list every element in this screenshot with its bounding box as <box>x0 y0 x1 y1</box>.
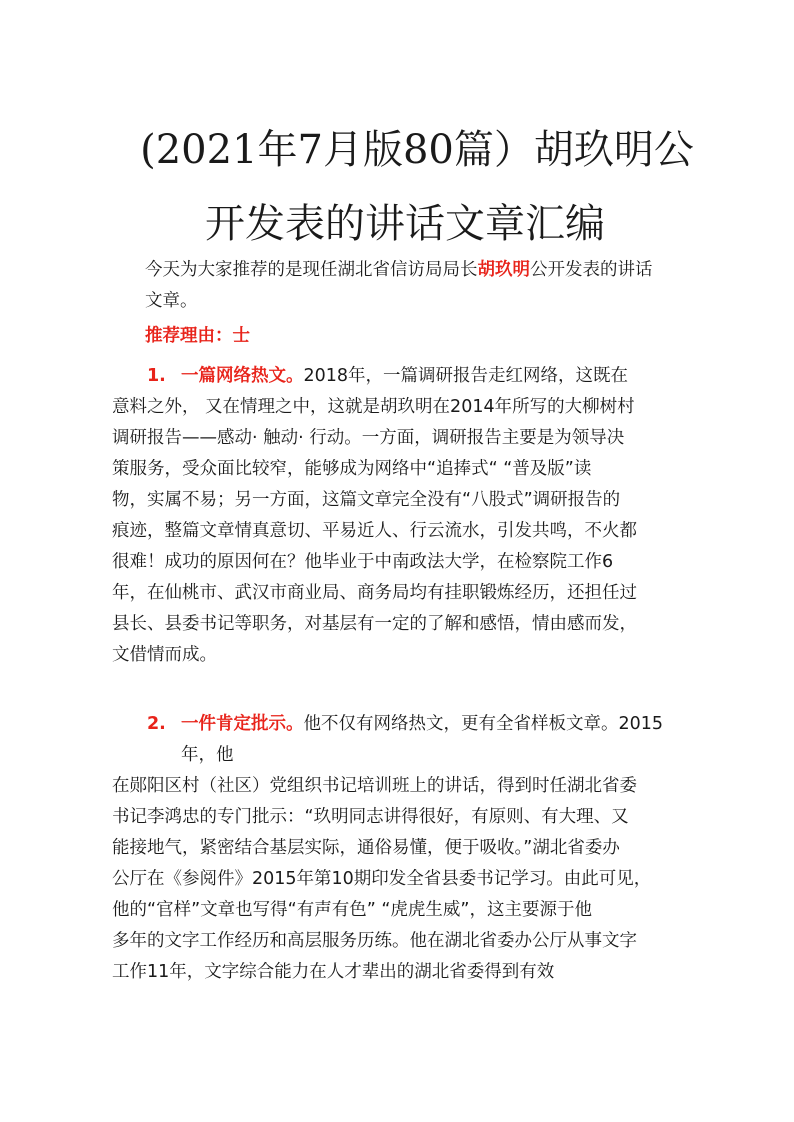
item-1-line: 2018年，一篇调研报告走红网络，这既在 <box>303 366 629 386</box>
item-1-line: 文借情而成。 <box>112 645 217 665</box>
intro-lead-text: 今天为大家推荐的是现任湖北省信访局局长 <box>145 260 478 280</box>
item-1-heading: 一篇网络热文。 <box>181 366 304 386</box>
item-1-paragraph <box>112 361 637 671</box>
intro-paragraph <box>145 255 653 317</box>
item-2-line: 书记李鸿忠的专门批示：“玖明同志讲得很好，有原则、有大理、又 <box>112 807 629 827</box>
item-2-heading: 一件肯定批示。 <box>181 714 304 734</box>
item-1-line: 很难！成功的原因何在？他毕业于中南政法大学，在检察院工作6 <box>112 552 614 572</box>
item-2-line: 在郧阳区村（社区）党组织书记培训班上的讲话，得到时任湖北省委 <box>112 776 637 796</box>
item-1-line: 年，在仙桃市、武汉市商业局、商务局均有挂职锻炼经历，还担任过 <box>112 583 637 603</box>
document-title-line-2: 开发表的讲话文章汇编 <box>205 201 605 247</box>
item-2-line: 公厅在《参阅件》2015年第10期印发全省县委书记学习。由此可见， <box>112 869 652 889</box>
item-1-line: 策服务，受众面比较窄，能够成为网络中“追捧式“ “普及版”读 <box>112 459 592 479</box>
item-1-line: 调研报告——感动· 触动· 行动。一方面，调研报告主要是为领导决 <box>112 428 625 448</box>
intro-tail-text: 公开发表的讲话 <box>530 260 653 280</box>
reason-heading: 推荐理由：士 <box>145 326 250 346</box>
item-2-line: 他的“官样”文章也写得“有声有色” “虎虎生威”，这主要源于他 <box>112 900 592 920</box>
item-2-line: 工作11年，文字综合能力在人才辈出的湖北省委得到有效 <box>112 962 555 982</box>
item-2-paragraph <box>112 709 663 988</box>
item-1-number: 1. <box>147 366 166 386</box>
item-1-line: 痕迹，整篇文章情真意切、平易近人、行云流水，引发共鸣，不火都 <box>112 521 637 541</box>
item-2-line: 多年的文字工作经历和高层服务历练。他在湖北省委办公厅从事文字 <box>112 931 637 951</box>
item-1-line: 物，实属不易；另一方面，这篇文章完全没有“八股式”调研报告的 <box>112 490 621 510</box>
item-1-line: 意料之外， 又在情理之中，这就是胡玖明在2014年所写的大柳树村 <box>112 397 635 417</box>
item-2-line: 年，他 <box>181 745 234 765</box>
highlight-name: 胡玖明 <box>477 260 530 280</box>
item-1-line: 县长、县委书记等职务，对基层有一定的了解和感悟，情由感而发， <box>112 614 637 634</box>
item-2-number: 2. <box>147 714 166 734</box>
item-2-line: 他不仅有网络热文，更有全省样板文章。2015 <box>303 714 664 734</box>
intro-line-2: 文章。 <box>145 291 198 311</box>
document-title-line-1: (2021年7月版80篇）胡玖明公 <box>140 127 694 173</box>
item-2-line: 能接地气，紧密结合基层实际，通俗易懂，便于吸收。”湖北省委办 <box>112 838 620 858</box>
